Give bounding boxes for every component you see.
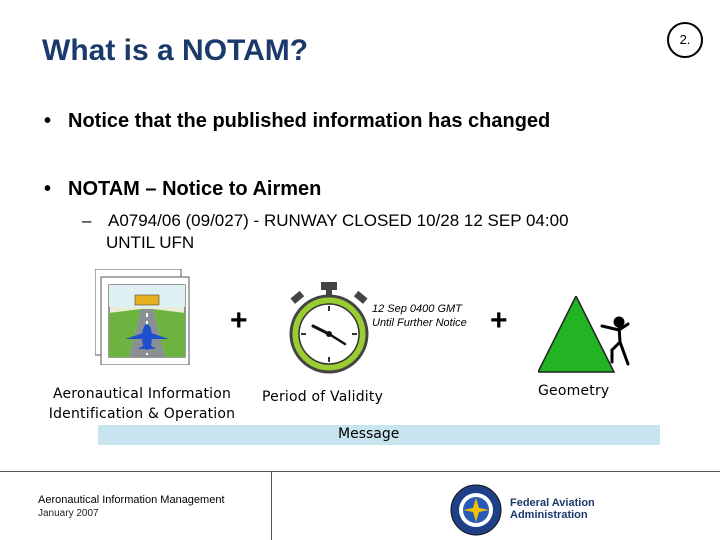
triangle-figure-icon xyxy=(538,296,633,376)
bullet-text: NOTAM – Notice to Airmen xyxy=(68,178,322,200)
bullet-text: Notice that the published information has changed xyxy=(68,110,551,132)
validity-time-text xyxy=(372,302,467,330)
footer-left-text xyxy=(38,493,225,521)
page-title: What is a NOTAM? xyxy=(42,34,309,67)
agency-line2: Administration xyxy=(510,509,588,521)
bullet-marker: • xyxy=(44,178,52,200)
plus-sign: + xyxy=(490,304,508,337)
info-caption-line1: Aeronautical Information xyxy=(52,386,232,402)
bullet-item xyxy=(44,110,550,133)
sub-bullet-marker: – xyxy=(82,211,92,230)
agency-line1: Federal Aviation xyxy=(510,497,595,509)
faa-seal-icon xyxy=(447,484,505,536)
page-number-badge: 2. xyxy=(667,22,703,58)
notam-text-line1: A0794/06 (09/027) - RUNWAY CLOSED 10/28 12 SEP 04:00 xyxy=(108,211,569,230)
info-caption xyxy=(44,384,240,424)
footer-agency xyxy=(510,497,595,521)
plus-sign: + xyxy=(230,304,248,337)
validity-time-line2: Until Further Notice xyxy=(372,317,467,329)
bullet-item xyxy=(44,178,321,201)
bullet-marker: • xyxy=(44,110,52,132)
validity-caption: Period of Validity xyxy=(262,389,384,405)
validity-time-line1: 12 Sep 0400 GMT xyxy=(372,303,462,315)
info-caption-line2: Identification & Operation xyxy=(48,406,236,422)
airport-document-icon xyxy=(95,269,195,365)
footer-program: Aeronautical Information Management xyxy=(38,494,225,506)
stopwatch-icon xyxy=(283,282,375,374)
notam-text-line2: UNTIL UFN xyxy=(106,233,195,252)
geometry-caption: Geometry xyxy=(538,383,610,399)
footer-date: January 2007 xyxy=(38,508,99,519)
sub-bullet xyxy=(82,210,682,254)
message-label: Message xyxy=(338,426,400,442)
